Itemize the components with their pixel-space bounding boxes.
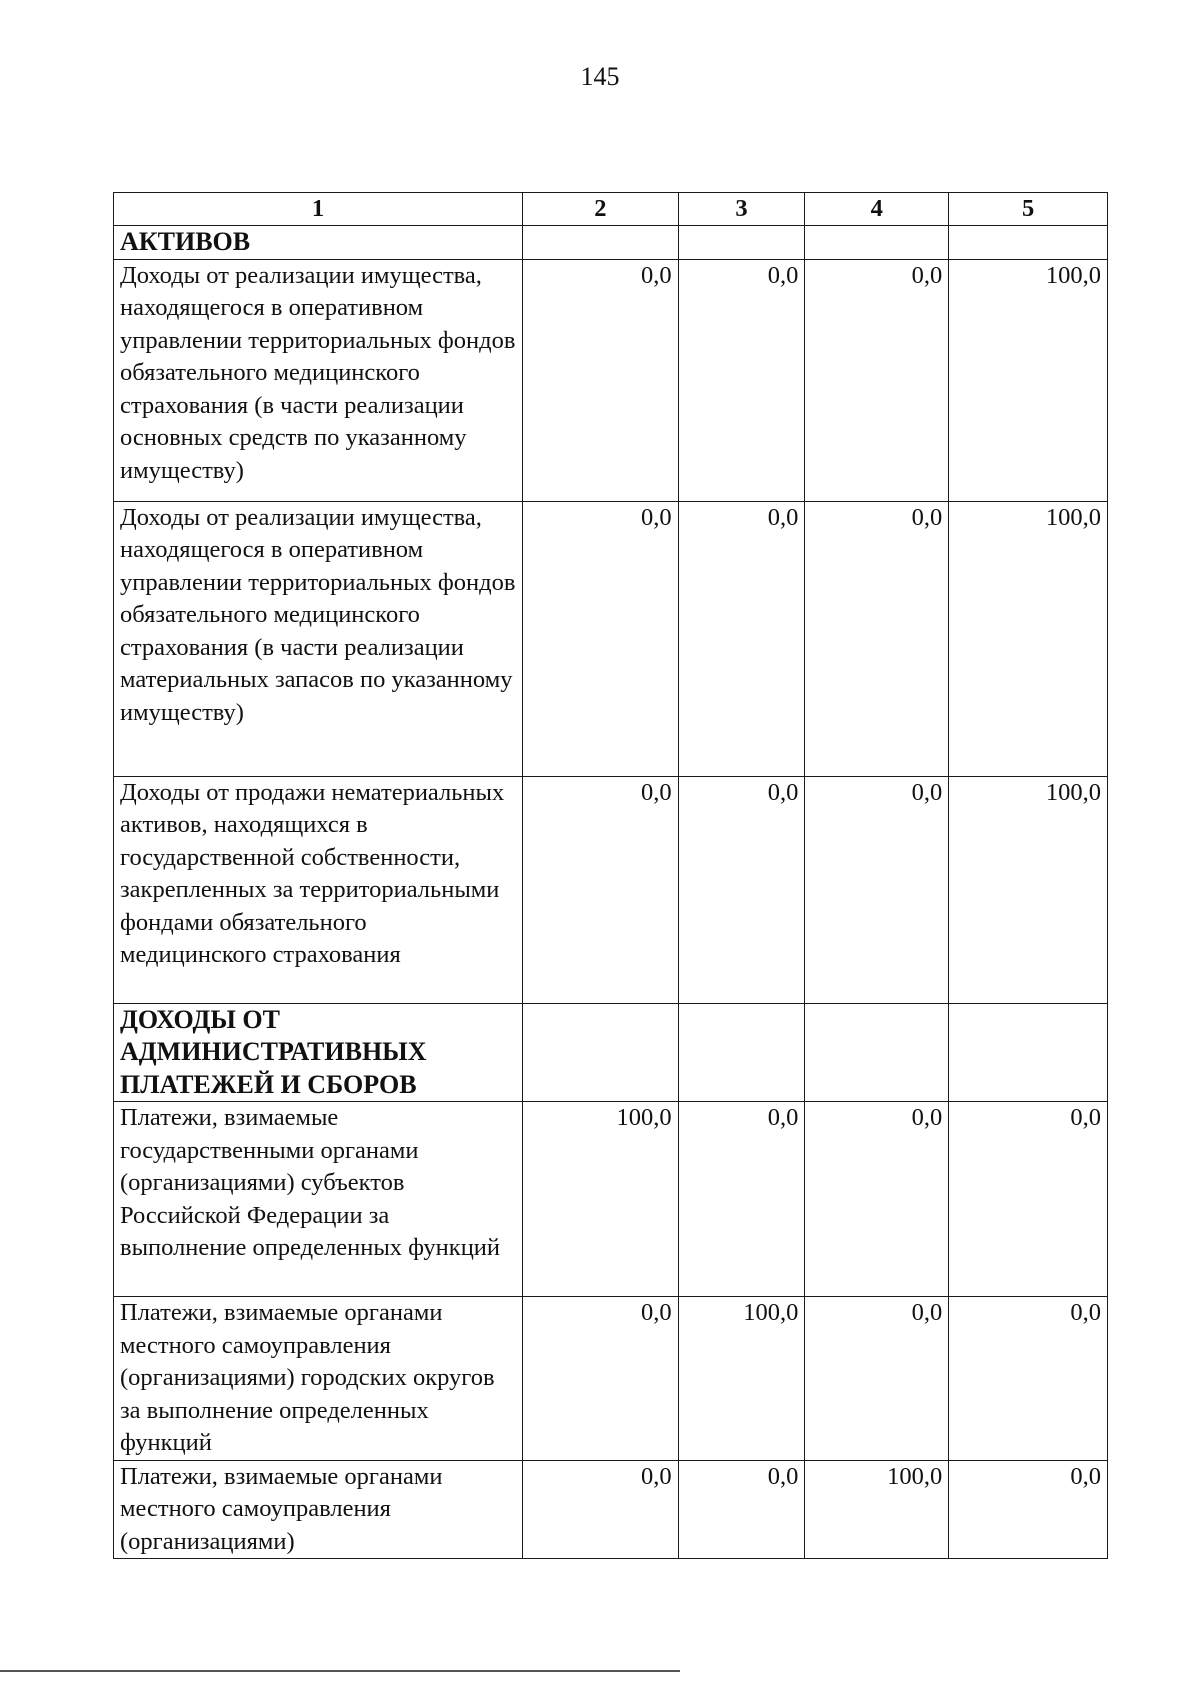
page-bottom-rule: [0, 1670, 680, 1672]
table-row: [114, 501, 1108, 776]
revenue-distribution-table: [113, 192, 1108, 1559]
table-row: [114, 1102, 1108, 1297]
row-value-col2: 100,0: [523, 1102, 679, 1297]
row-value-col3: 0,0: [678, 259, 805, 501]
row-label: Доходы от продажи нематериальных активов, находящихся в государственной собственности, закрепленных за территориальными фондами обязательного медицинского страхования: [114, 776, 523, 1003]
row-value-col3: 0,0: [678, 1102, 805, 1297]
column-header-3: 3: [678, 193, 805, 226]
row-value-col4: 0,0: [805, 501, 949, 776]
row-value-col5: 100,0: [949, 776, 1108, 1003]
row-value-col4: 0,0: [805, 1297, 949, 1461]
row-value-col4: 0,0: [805, 776, 949, 1003]
row-value-col5: 100,0: [949, 259, 1108, 501]
row-value-col2: 0,0: [523, 501, 679, 776]
row-value-col3: 0,0: [678, 501, 805, 776]
row-label: Платежи, взимаемые органами местного самоуправления (организациями): [114, 1460, 523, 1559]
table-row: [114, 1003, 1108, 1102]
page-number: 145: [580, 62, 620, 91]
row-value-col4: 100,0: [805, 1460, 949, 1559]
row-value-col3: [678, 1003, 805, 1102]
row-value-col5: [949, 226, 1108, 260]
row-label: ДОХОДЫ ОТ АДМИНИСТРАТИВНЫХ ПЛАТЕЖЕЙ И СБОРОВ: [114, 1003, 523, 1102]
column-header-5: 5: [949, 193, 1108, 226]
row-value-col5: 0,0: [949, 1102, 1108, 1297]
row-label: Доходы от реализации имущества, находящегося в оперативном управлении территориальных фондов обязательного медицинского страхования (в части реализации основных средств по указанному имуществу): [114, 259, 523, 501]
table-header-row: [114, 193, 1108, 226]
row-value-col4: 0,0: [805, 1102, 949, 1297]
row-value-col4: [805, 1003, 949, 1102]
row-value-col5: 0,0: [949, 1460, 1108, 1559]
row-value-col2: 0,0: [523, 1297, 679, 1461]
table-row: [114, 776, 1108, 1003]
row-value-col2: 0,0: [523, 776, 679, 1003]
column-header-4: 4: [805, 193, 949, 226]
row-value-col2: 0,0: [523, 259, 679, 501]
table-row: [114, 1297, 1108, 1461]
column-header-1: 1: [114, 193, 523, 226]
row-value-col5: 0,0: [949, 1297, 1108, 1461]
row-value-col4: [805, 226, 949, 260]
row-value-col5: 100,0: [949, 501, 1108, 776]
row-label: Платежи, взимаемые государственными органами (организациями) субъектов Российской Федерации за выполнение определенных функций: [114, 1102, 523, 1297]
row-label: Платежи, взимаемые органами местного самоуправления (организациями) городских округов за выполнение определенных функций: [114, 1297, 523, 1461]
row-value-col3: [678, 226, 805, 260]
row-value-col4: 0,0: [805, 259, 949, 501]
table-row: [114, 259, 1108, 501]
row-value-col3: 100,0: [678, 1297, 805, 1461]
row-label: АКТИВОВ: [114, 226, 523, 260]
row-value-col3: 0,0: [678, 1460, 805, 1559]
row-value-col3: 0,0: [678, 776, 805, 1003]
row-value-col5: [949, 1003, 1108, 1102]
column-header-2: 2: [523, 193, 679, 226]
table-row: [114, 226, 1108, 260]
row-value-col2: 0,0: [523, 1460, 679, 1559]
row-value-col2: [523, 226, 679, 260]
row-label: Доходы от реализации имущества, находящегося в оперативном управлении территориальных фондов обязательного медицинского страхования (в части реализации материальных запасов по указанному имуществу): [114, 501, 523, 776]
row-value-col2: [523, 1003, 679, 1102]
table-body: [114, 226, 1108, 1559]
table-row: [114, 1460, 1108, 1559]
